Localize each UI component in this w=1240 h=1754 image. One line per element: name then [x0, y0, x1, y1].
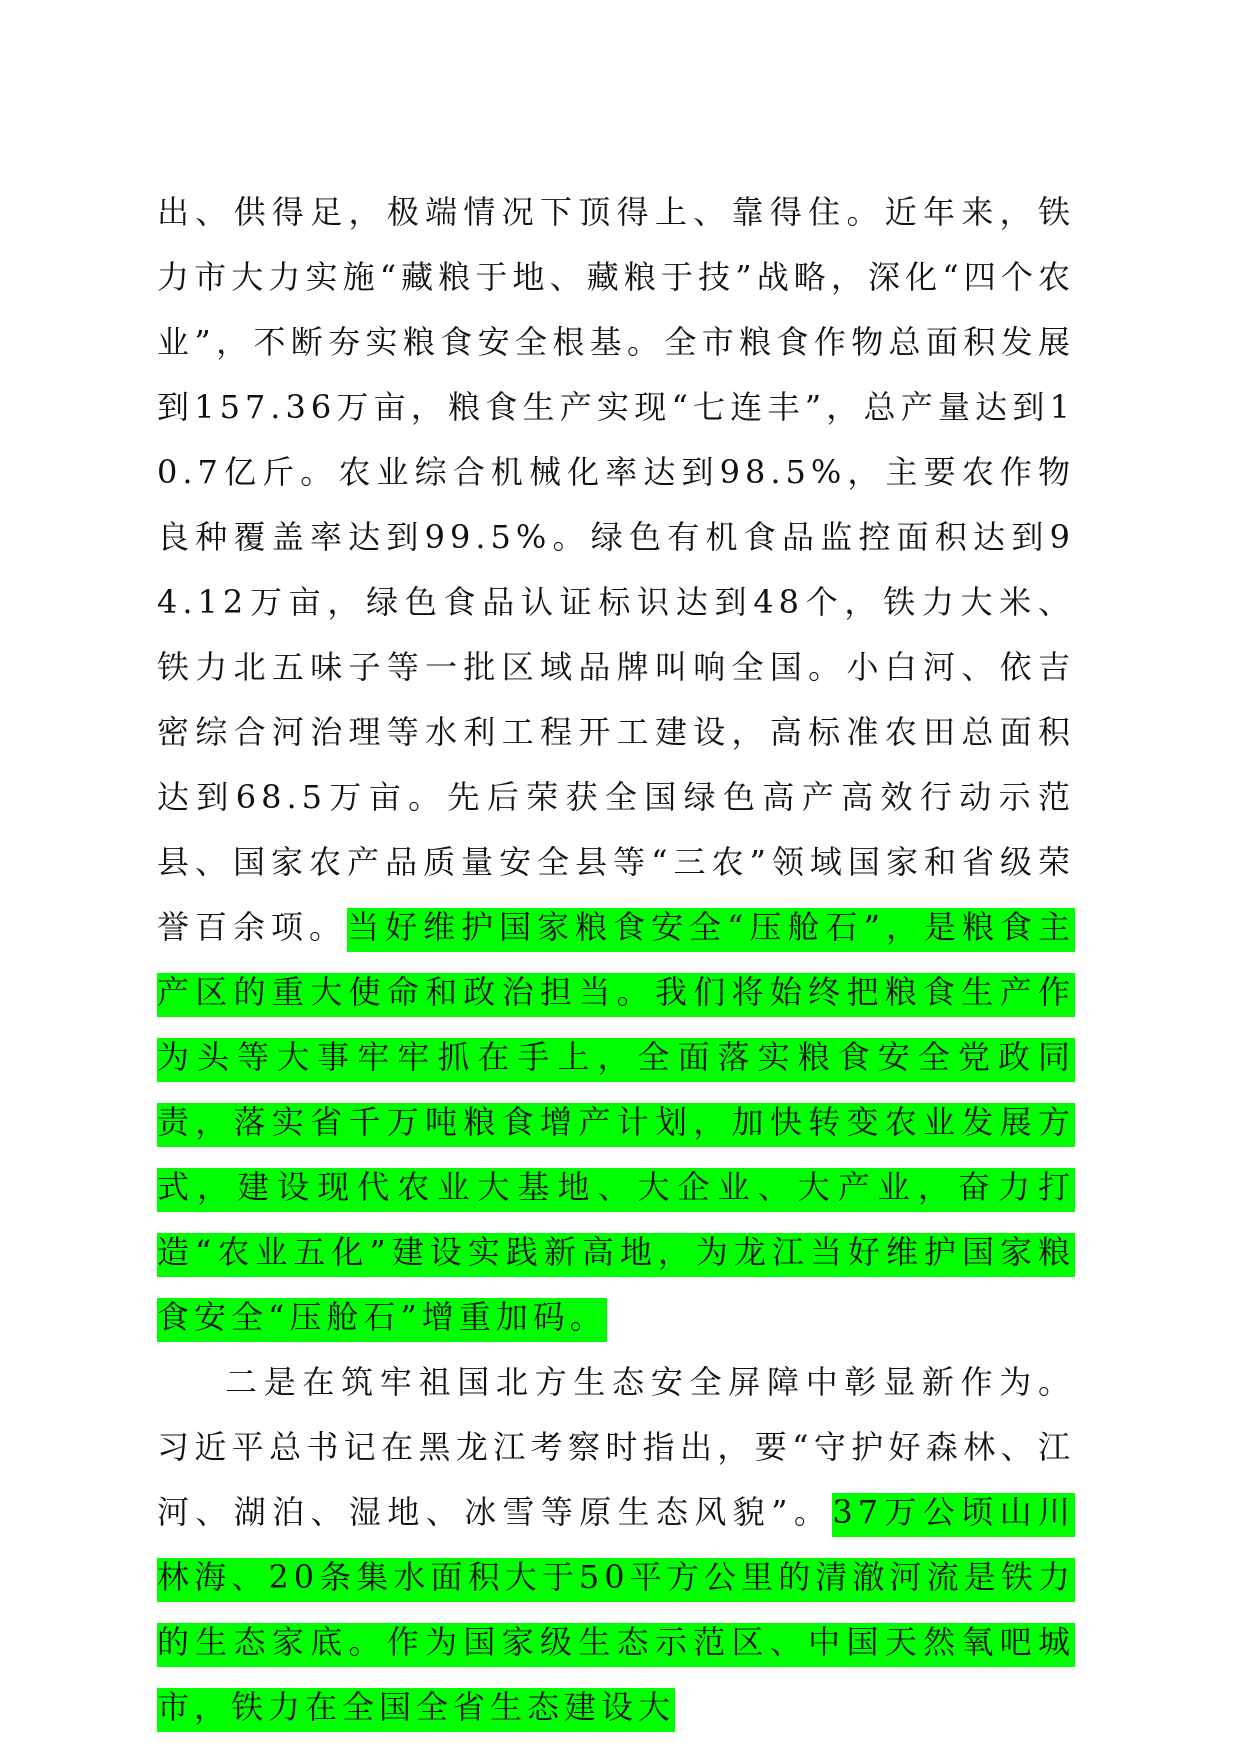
- document-body: [157, 180, 1075, 1740]
- highlighted-text: 当好维护国家粮食安全“压舱石”，是粮食主产区的重大使命和政治担当。我们将始终把粮食生产作为头等大事牢牢抓在手上，全面落实粮食安全党政同责，落实省千万吨粮食增产计划，加快转变农业发展方式，建设现代农业大基地、大企业、大产业，奋力打造“农业五化”建设实践新高地，为龙江当好维护国家粮食安全“压舱石”增重加码。: [157, 908, 1075, 1342]
- paragraph-grain-security: [157, 180, 1075, 1350]
- paragraph-text: 二是在筑牢祖国北方生态安全屏障中彰显新作为。习近平总书记在黑龙江考察时指出，要“守护好森林、江河、湖泊、湿地、冰雪等原生态风貌”。: [157, 1363, 1075, 1531]
- paragraph-ecological-security: [157, 1350, 1075, 1740]
- paragraph-text: 出、供得足，极端情况下顶得上、靠得住。近年来，铁力市大力实施“藏粮于地、藏粮于技”战略，深化“四个农业”，不断夯实粮食安全根基。全市粮食作物总面积发展到157.36万亩，粮食生产实现“七连丰”，总产量达到10.7亿斤。农业综合机械化率达到98.5%，主要农作物良种覆盖率达到99.5%。绿色有机食品监控面积达到94.12万亩，绿色食品认证标识达到48个，铁力大米、铁力北五味子等一批区域品牌叫响全国。小白河、依吉密综合河治理等水利工程开工建设，高标准农田总面积达到68.5万亩。先后荣获全国绿色高产高效行动示范县、国家农产品质量安全县等“三农”领域国家和省级荣誉百余项。: [157, 193, 1075, 946]
- highlighted-text: 37万公顷山川林海、20条集水面积大于50平方公里的清澈河流是铁力的生态家底。作为国家级生态示范区、中国天然氧吧城市，铁力在全国全省生态建设大: [157, 1493, 1075, 1732]
